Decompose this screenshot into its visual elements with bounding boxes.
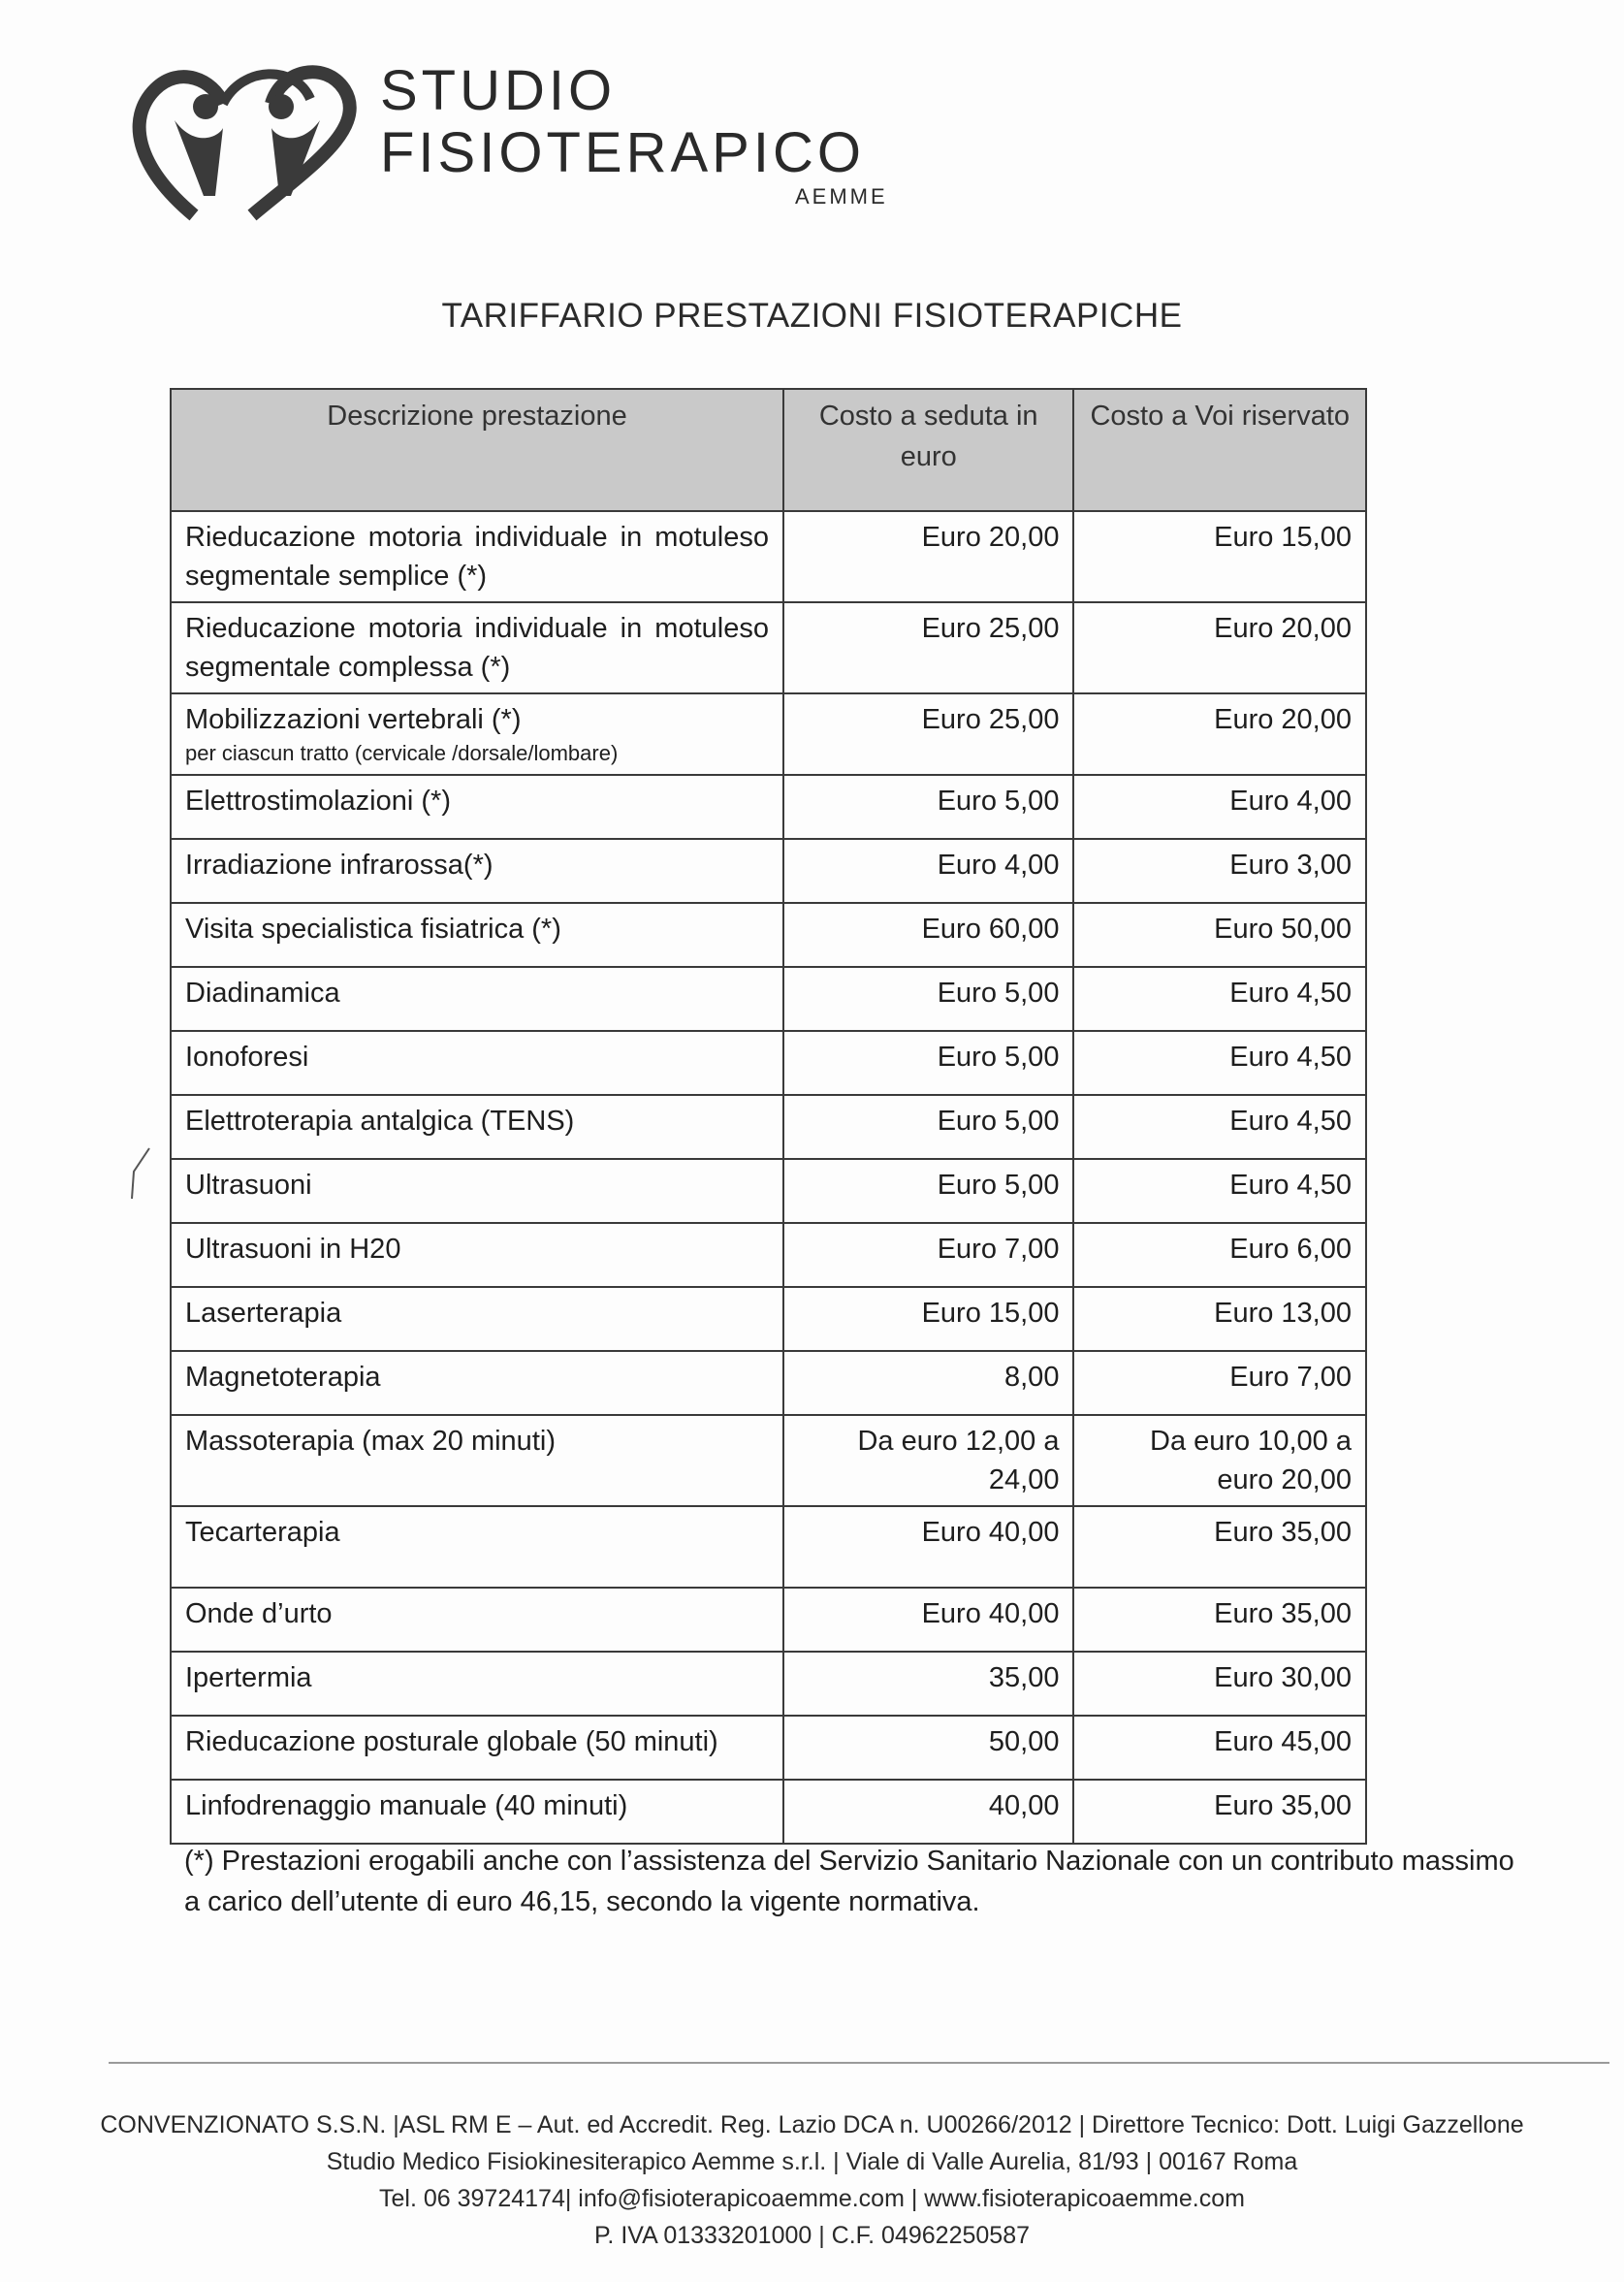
service-description — [171, 1652, 783, 1716]
table-row — [171, 839, 1366, 903]
tariff-table — [170, 388, 1367, 1845]
service-subnote: per ciascun tratto (cervicale /dorsale/lombare) — [185, 741, 619, 765]
service-description — [171, 1287, 783, 1351]
cost-per-session: Euro 20,00 — [783, 511, 1073, 602]
service-description — [171, 775, 783, 839]
cost-per-session: Euro 25,00 — [783, 693, 1073, 775]
reserved-cost: Euro 20,00 — [1073, 602, 1366, 693]
service-name: Rieducazione motoria individuale in motuleso segmentale complessa (*) — [185, 613, 769, 683]
reserved-cost: Euro 35,00 — [1073, 1588, 1366, 1652]
service-name: Rieducazione posturale globale (50 minuti) — [185, 1726, 718, 1757]
cost-per-session: Euro 7,00 — [783, 1223, 1073, 1287]
reserved-cost: Euro 35,00 — [1073, 1506, 1366, 1588]
cost-per-session: 40,00 — [783, 1780, 1073, 1844]
table-row — [171, 1506, 1366, 1588]
service-name: Magnetoterapia — [185, 1362, 381, 1393]
table-row — [171, 1652, 1366, 1716]
service-description — [171, 967, 783, 1031]
reserved-cost: Euro 20,00 — [1073, 693, 1366, 775]
service-name: Diadinamica — [185, 978, 340, 1009]
logo-fisioterapico-text: FISIOTERAPICO — [380, 121, 865, 184]
table-row — [171, 1287, 1366, 1351]
table-row — [171, 1351, 1366, 1415]
table-row — [171, 1780, 1366, 1844]
service-name: Mobilizzazioni vertebrali (*) — [185, 704, 522, 735]
table-row — [171, 602, 1366, 693]
cost-per-session: Da euro 12,00 a 24,00 — [783, 1415, 1073, 1506]
service-name: Ultrasuoni — [185, 1170, 312, 1201]
service-name: Massoterapia (max 20 minuti) — [185, 1426, 556, 1457]
service-name: Elettroterapia antalgica (TENS) — [185, 1106, 575, 1137]
table-row — [171, 775, 1366, 839]
reserved-cost: Euro 45,00 — [1073, 1716, 1366, 1780]
cost-per-session: Euro 25,00 — [783, 602, 1073, 693]
service-name: Ionoforesi — [185, 1042, 309, 1073]
table-row — [171, 1031, 1366, 1095]
service-description — [171, 1095, 783, 1159]
page-title: TARIFFARIO PRESTAZIONI FISIOTERAPICHE — [441, 297, 1183, 335]
cost-per-session: Euro 60,00 — [783, 903, 1073, 967]
reserved-cost: Euro 4,00 — [1073, 775, 1366, 839]
cost-per-session: 35,00 — [783, 1652, 1073, 1716]
service-description — [171, 1351, 783, 1415]
service-description — [171, 1415, 783, 1506]
service-name: Visita specialistica fisiatrica (*) — [185, 914, 561, 945]
service-description — [171, 1506, 783, 1588]
reserved-cost: Euro 6,00 — [1073, 1223, 1366, 1287]
service-description — [171, 1159, 783, 1223]
reserved-cost: Euro 35,00 — [1073, 1780, 1366, 1844]
header-reserved: Costo a Voi riservato — [1073, 389, 1366, 511]
table-row — [171, 967, 1366, 1031]
service-name: Linfodrenaggio manuale (40 minuti) — [185, 1790, 628, 1821]
service-name: Ipertermia — [185, 1662, 312, 1693]
service-description — [171, 1780, 783, 1844]
service-description — [171, 903, 783, 967]
footnote: (*) Prestazioni erogabili anche con l’assistenza del Servizio Sanitario Nazionale con un contributo massimo a carico dell’utente di euro 46,15, secondo la vigente normativa. — [184, 1846, 1514, 1917]
reserved-cost: Euro 4,50 — [1073, 1095, 1366, 1159]
service-name: Ultrasuoni in H20 — [185, 1234, 401, 1265]
header-cost: Costo a seduta in euro — [783, 389, 1073, 511]
table-row — [171, 1588, 1366, 1652]
service-description — [171, 1031, 783, 1095]
cost-per-session: 8,00 — [783, 1351, 1073, 1415]
service-name: Rieducazione motoria individuale in motuleso segmentale semplice (*) — [185, 522, 769, 592]
reserved-cost: Euro 50,00 — [1073, 903, 1366, 967]
footer-divider — [109, 2062, 1609, 2064]
footer-line-1: CONVENZIONATO S.S.N. |ASL RM E – Aut. ed Accredit. Reg. Lazio DCA n. U00266/2012 | Direttore Tecnico: Dott. Luigi Gazzellone — [100, 2111, 1524, 2138]
reserved-cost: Euro 13,00 — [1073, 1287, 1366, 1351]
cost-per-session: Euro 5,00 — [783, 775, 1073, 839]
footer-line-2: Studio Medico Fisiokinesiterapico Aemme s.r.l. | Viale di Valle Aurelia, 81/93 | 00167 Roma — [326, 2148, 1298, 2175]
reserved-cost: Euro 4,50 — [1073, 967, 1366, 1031]
logo-studio-text: STUDIO — [380, 59, 617, 122]
heart-figures-logo-icon — [126, 60, 368, 225]
service-name: Elettrostimolazioni (*) — [185, 786, 451, 817]
service-name: Irradiazione infrarossa(*) — [185, 850, 494, 881]
studio-logo — [126, 60, 960, 225]
cost-per-session: Euro 4,00 — [783, 839, 1073, 903]
service-description — [171, 602, 783, 693]
service-description — [171, 693, 783, 775]
service-description — [171, 1716, 783, 1780]
service-description — [171, 1588, 783, 1652]
service-description — [171, 1223, 783, 1287]
table-row — [171, 511, 1366, 602]
cost-per-session: Euro 15,00 — [783, 1287, 1073, 1351]
reserved-cost: Euro 4,50 — [1073, 1159, 1366, 1223]
table-row — [171, 1223, 1366, 1287]
table-row — [171, 1415, 1366, 1506]
cost-per-session: Euro 5,00 — [783, 1095, 1073, 1159]
pen-mark-icon — [126, 1144, 155, 1203]
service-name: Tecarterapia — [185, 1517, 340, 1548]
reserved-cost: Da euro 10,00 a euro 20,00 — [1073, 1415, 1366, 1506]
reserved-cost: Euro 7,00 — [1073, 1351, 1366, 1415]
service-name: Onde d’urto — [185, 1598, 333, 1629]
reserved-cost: Euro 15,00 — [1073, 511, 1366, 602]
footer — [0, 2106, 1624, 2254]
service-name: Laserterapia — [185, 1298, 342, 1329]
cost-per-session: Euro 5,00 — [783, 1031, 1073, 1095]
header-description: Descrizione prestazione — [171, 389, 783, 511]
service-description — [171, 839, 783, 903]
reserved-cost: Euro 4,50 — [1073, 1031, 1366, 1095]
table-row — [171, 1095, 1366, 1159]
table-row — [171, 693, 1366, 775]
cost-per-session: Euro 5,00 — [783, 967, 1073, 1031]
cost-per-session: 50,00 — [783, 1716, 1073, 1780]
service-description — [171, 511, 783, 602]
table-row — [171, 1159, 1366, 1223]
table-row — [171, 1716, 1366, 1780]
reserved-cost: Euro 30,00 — [1073, 1652, 1366, 1716]
logo-aemme-text: AEMME — [795, 184, 888, 209]
footer-line-3: Tel. 06 39724174| info@fisioterapicoaemme.com | www.fisioterapicoaemme.com — [379, 2185, 1245, 2212]
cost-per-session: Euro 40,00 — [783, 1506, 1073, 1588]
footer-line-4: P. IVA 01333201000 | C.F. 04962250587 — [593, 2222, 1030, 2249]
cost-per-session: Euro 5,00 — [783, 1159, 1073, 1223]
reserved-cost: Euro 3,00 — [1073, 839, 1366, 903]
cost-per-session: Euro 40,00 — [783, 1588, 1073, 1652]
table-row — [171, 903, 1366, 967]
table-header-row — [171, 389, 1366, 511]
